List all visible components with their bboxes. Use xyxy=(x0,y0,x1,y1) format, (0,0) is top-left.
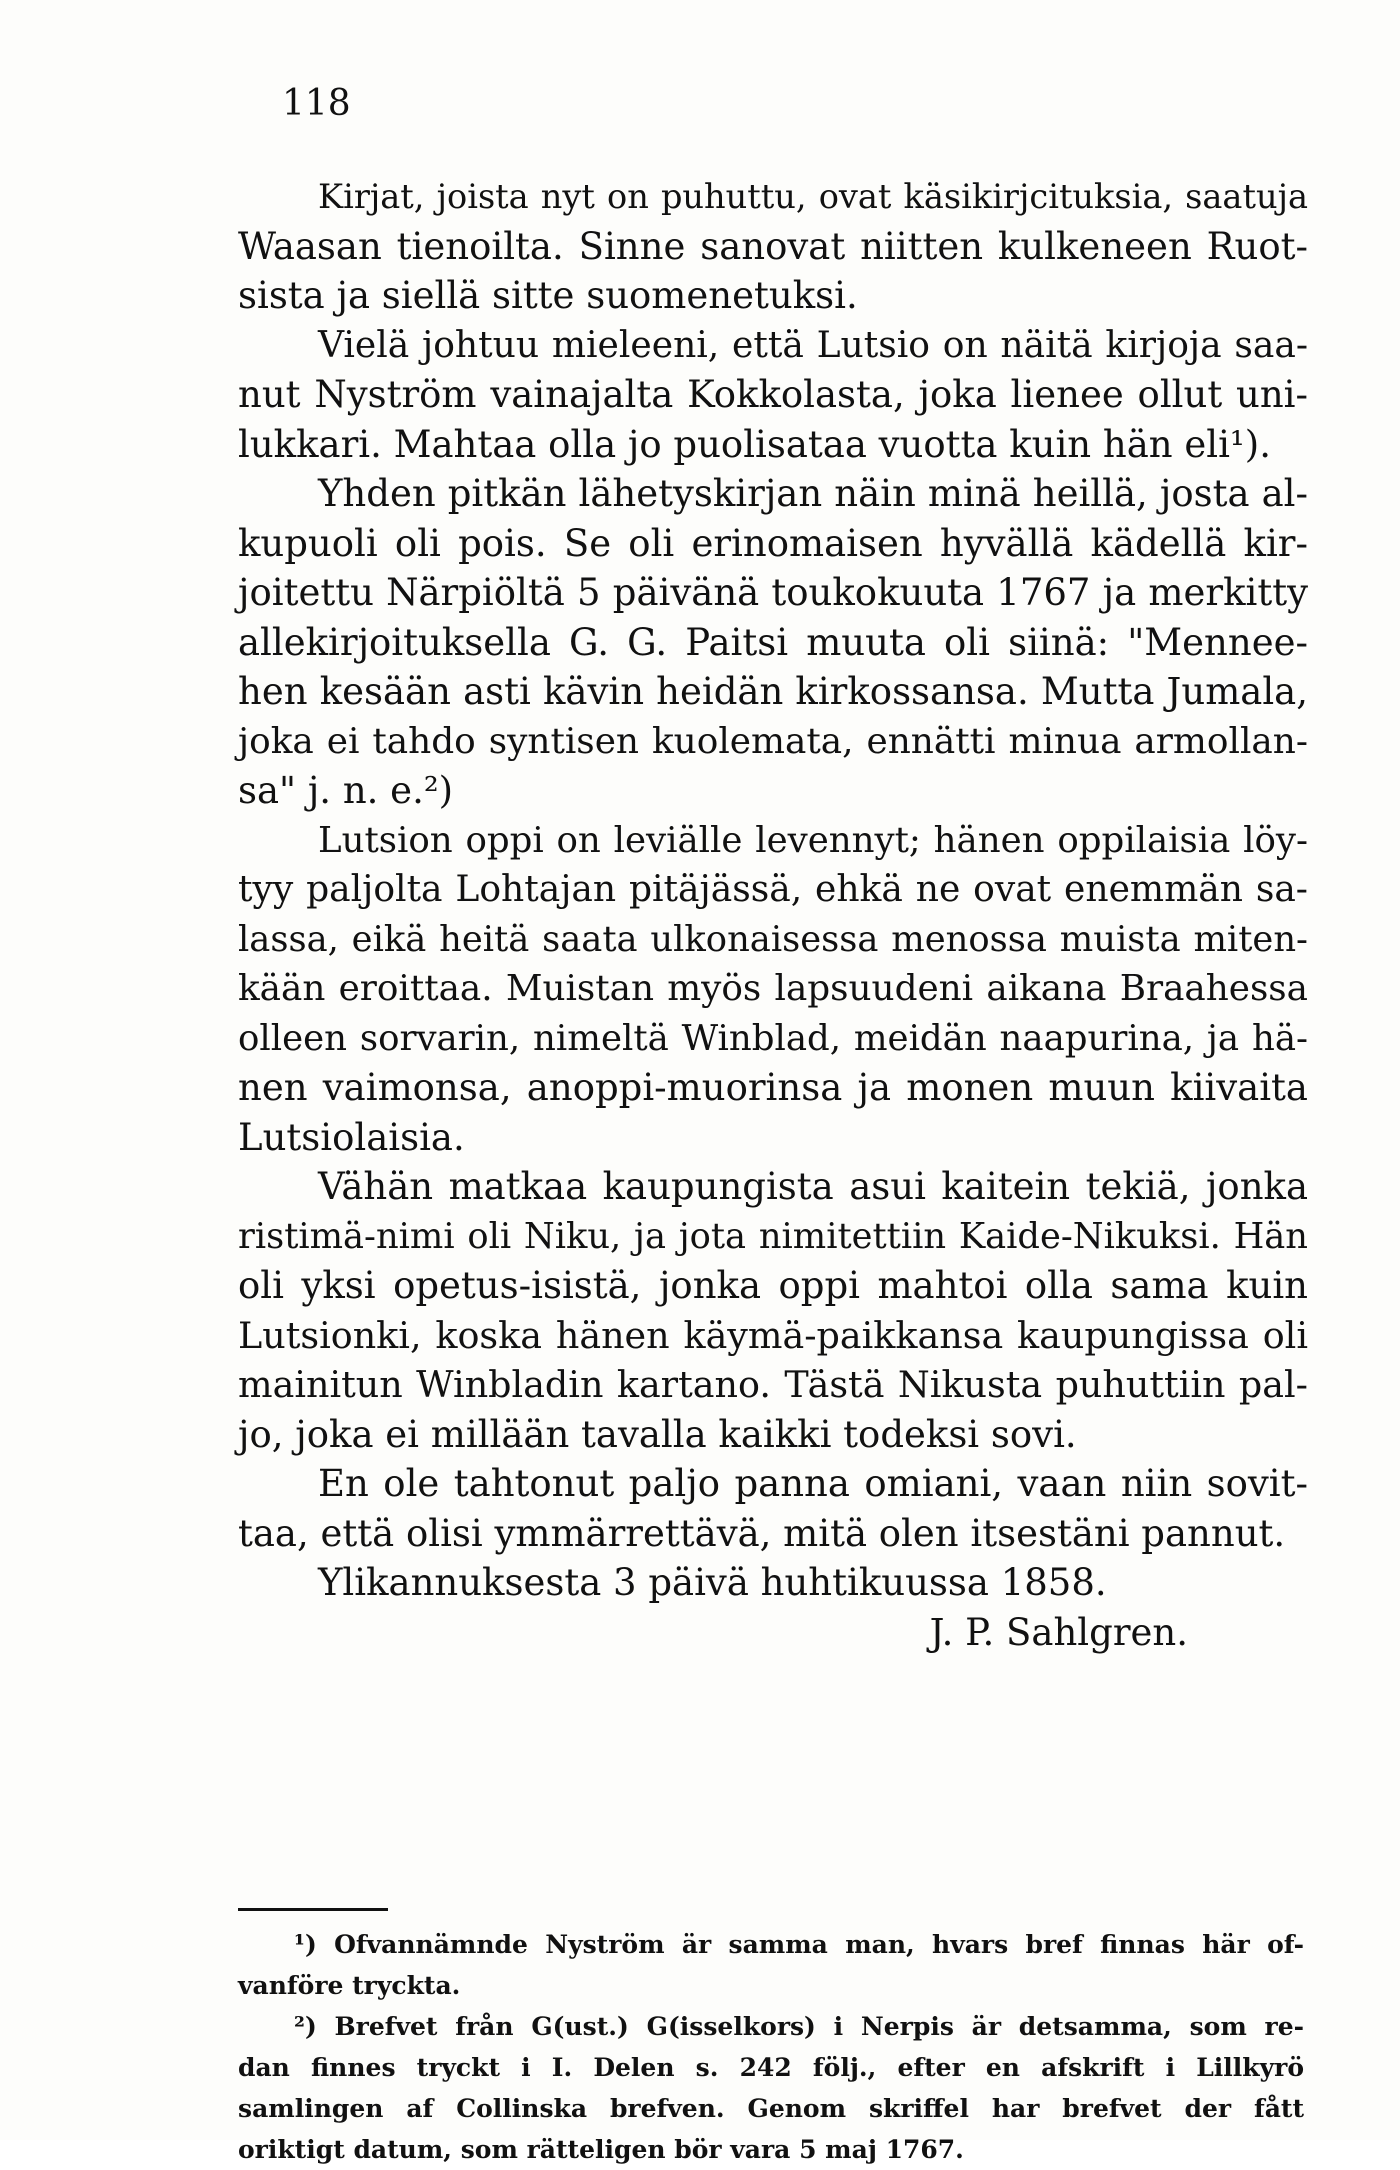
footnote-line: vanföre tryckta. xyxy=(238,1971,461,2000)
body-line: En ole tahtonut paljo panna omiani, vaan niin sovit- xyxy=(318,1462,1308,1505)
body-line: mainitun Winbladin kartano. Tästä Nikusta puhuttiin pal- xyxy=(238,1363,1308,1406)
body-line: joitettu Närpiöltä 5 päivänä toukokuuta 1767 ja merkitty xyxy=(238,571,1308,614)
body-line: tyy paljolta Lohtajan pitäjässä, ehkä ne ovat enemmän sa- xyxy=(238,868,1308,910)
body-line: allekirjoituksella G. G. Paitsi muuta oli siinä: "Mennee- xyxy=(238,620,1308,664)
body-line: Yhden pitkän lähetyskirjan näin minä heillä, josta al- xyxy=(318,472,1308,515)
signature: J. P. Sahlgren. xyxy=(929,1610,1188,1654)
footnote-line: oriktigt datum, som rätteligen bör vara 5 maj 1767. xyxy=(238,2135,964,2164)
body-line: kupuoli oli pois. Se oli erinomaisen hyvällä kädellä kir- xyxy=(238,521,1308,565)
body-line: oli yksi opetus-isistä, jonka oppi mahtoi olla sama kuin xyxy=(238,1264,1308,1307)
body-line: sista ja siellä sitte suomenetuksi. xyxy=(238,274,858,317)
body-line: Vielä johtuu mieleeni, että Lutsio on näitä kirjoja saa- xyxy=(318,323,1308,366)
footnotes xyxy=(238,1924,1304,2170)
body-line: hen kesään asti kävin heidän kirkossansa. Mutta Jumala, xyxy=(238,670,1308,713)
body-line: kään eroittaa. Muistan myös lapsuudeni aikana Braahessa xyxy=(238,968,1308,1009)
body-line: nen vaimonsa, anoppi-muorinsa ja monen muun kiivaita xyxy=(238,1066,1308,1109)
footnote-line: dan finnes tryckt i I. Delen s. 242 följ., efter en afskrift i Lillkyrö xyxy=(238,2053,1304,2082)
body-line: taa, että olisi ymmärrettävä, mitä olen itsestäni pannut. xyxy=(238,1511,1286,1555)
footnote-line: samlingen af Collinska brefven. Genom skriffel har brefvet der fått xyxy=(238,2094,1304,2123)
body-line: joka ei tahdo syntisen kuolemata, ennätti minua armollan- xyxy=(238,720,1308,762)
body-line: sa" j. n. e.²) xyxy=(238,769,454,812)
footnote-divider xyxy=(238,1908,388,1911)
footnote-line: ²) Brefvet från G(ust.) G(isselkors) i Nerpis är detsamma, som re- xyxy=(294,2012,1304,2041)
body-line: lukkari. Mahtaa olla jo puolisataa vuotta kuin hän eli¹). xyxy=(238,422,1271,466)
body-line: Waasan tienoilta. Sinne sanovat niitten kulkeneen Ruot- xyxy=(238,224,1308,268)
page-number: 118 xyxy=(282,83,351,124)
footnote-line: ¹) Ofvannämnde Nyström är samma man, hvars bref finnas här of- xyxy=(294,1930,1304,1959)
body-line: ristimä-nimi oli Niku, ja jota nimitettiin Kaide-Nikuksi. Hän xyxy=(238,1215,1308,1257)
body-line: Kirjat, joista nyt on puhuttu, ovat käsikirjcituksia, saatuja xyxy=(318,177,1308,216)
body-text xyxy=(238,172,1308,1657)
body-line: Lutsiolaisia. xyxy=(238,1115,465,1159)
body-line: Lutsion oppi on leviälle levennyt; hänen oppilaisia löy- xyxy=(318,819,1308,861)
body-line: olleen sorvarin, nimeltä Winblad, meidän naapurina, ja hä- xyxy=(238,1017,1308,1059)
body-line: jo, joka ei millään tavalla kaikki todeksi sovi. xyxy=(238,1412,1077,1456)
body-line: nut Nyström vainajalta Kokkolasta, joka lienee ollut uni- xyxy=(238,373,1308,416)
body-line: Lutsionki, koska hänen käymä-paikkansa kaupungissa oli xyxy=(238,1313,1308,1357)
body-line: lassa, eikä heitä saata ulkonaisessa menossa muista miten- xyxy=(238,918,1308,960)
date-line: Ylikannuksesta 3 päivä huhtikuussa 1858. xyxy=(318,1561,1107,1604)
body-line: Vähän matkaa kaupungista asui kaitein tekiä, jonka xyxy=(318,1165,1308,1208)
